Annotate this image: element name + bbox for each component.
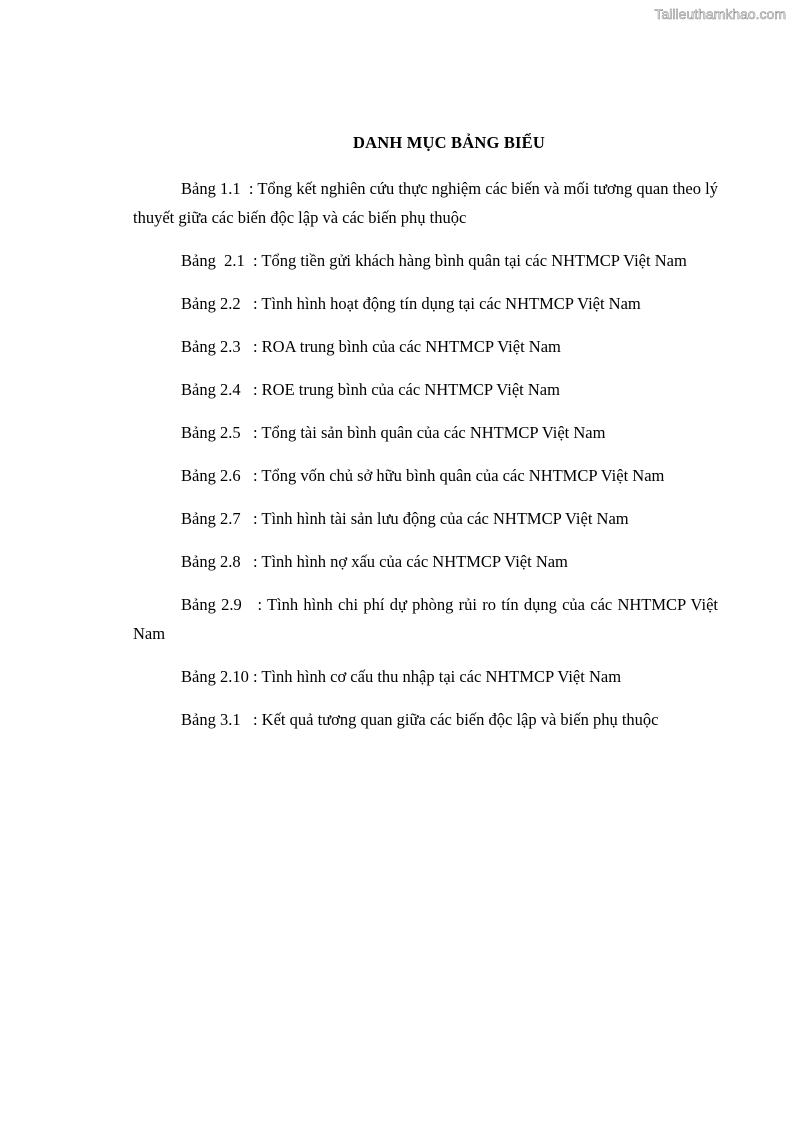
list-item-text: : Tổng tiền gửi khách hàng bình quân tại các NHTMCP Việt Nam — [252, 251, 687, 270]
list-item-label: Bảng 2.5 — [181, 423, 253, 442]
list-item-text: : Tình hình tài sản lưu động của các NHTMCP Việt Nam — [252, 509, 629, 528]
list-item-text: : Tình hình cơ cấu thu nhập tại các NHTMCP Việt Nam — [252, 667, 622, 686]
list-item-bang-2-9 — [133, 590, 718, 648]
list-item-label: Bảng 2.7 — [181, 509, 253, 528]
list-item-text: : Tình hình nợ xấu của các NHTMCP Việt Nam — [252, 552, 568, 571]
list-item-bang-2-10 — [133, 662, 718, 691]
list-item-bang-2-3 — [133, 332, 718, 361]
table-list — [133, 174, 718, 748]
list-item-label: Bảng 2.9 — [181, 595, 258, 614]
list-item-text: : ROE trung bình của các NHTMCP Việt Nam — [252, 380, 560, 399]
list-item-bang-2-2 — [133, 289, 718, 318]
list-item-label: Bảng 2.1 — [181, 251, 253, 270]
watermark: Tailieuthamkhao.com — [654, 6, 786, 22]
list-item-text: : ROA trung bình của các NHTMCP Việt Nam — [252, 337, 561, 356]
list-item-bang-2-5 — [133, 418, 718, 447]
list-item-label: Bảng 2.10 — [181, 667, 253, 686]
list-item-text: : Tình hình chi phí dự phòng rủi ro tín dụng của các NHTMCP Việt Nam — [133, 595, 718, 643]
list-item-text: : Kết quả tương quan giữa các biến độc lập và biến phụ thuộc — [252, 710, 659, 729]
list-item-text: : Tổng vốn chủ sở hữu bình quân của các NHTMCP Việt Nam — [252, 466, 665, 485]
list-item-label: Bảng 2.2 — [181, 294, 253, 313]
list-item-bang-2-6 — [133, 461, 718, 490]
list-item-bang-2-1 — [133, 246, 718, 275]
list-item-text: : Tình hình hoạt động tín dụng tại các NHTMCP Việt Nam — [252, 294, 641, 313]
list-item-label: Bảng 1.1 — [181, 179, 249, 198]
list-item-bang-3-1 — [133, 705, 718, 734]
list-item-bang-2-4 — [133, 375, 718, 404]
list-item-label: Bảng 2.6 — [181, 466, 253, 485]
list-item-text: : Tổng kết nghiên cứu thực nghiệm các biến và mối tương quan theo lý thuyết giữa các biến độc lập và các biến phụ thuộc — [133, 179, 718, 227]
list-item-label: Bảng 2.3 — [181, 337, 253, 356]
list-item-label: Bảng 3.1 — [181, 710, 253, 729]
list-item-bang-2-8 — [133, 547, 718, 576]
list-item-bang-1-1 — [133, 174, 718, 232]
list-item-label: Bảng 2.8 — [181, 552, 253, 571]
list-item-bang-2-7 — [133, 504, 718, 533]
list-item-label: Bảng 2.4 — [181, 380, 253, 399]
list-item-text: : Tổng tài sản bình quân của các NHTMCP Việt Nam — [252, 423, 606, 442]
page-title: DANH MỤC BẢNG BIỂU — [353, 133, 545, 152]
